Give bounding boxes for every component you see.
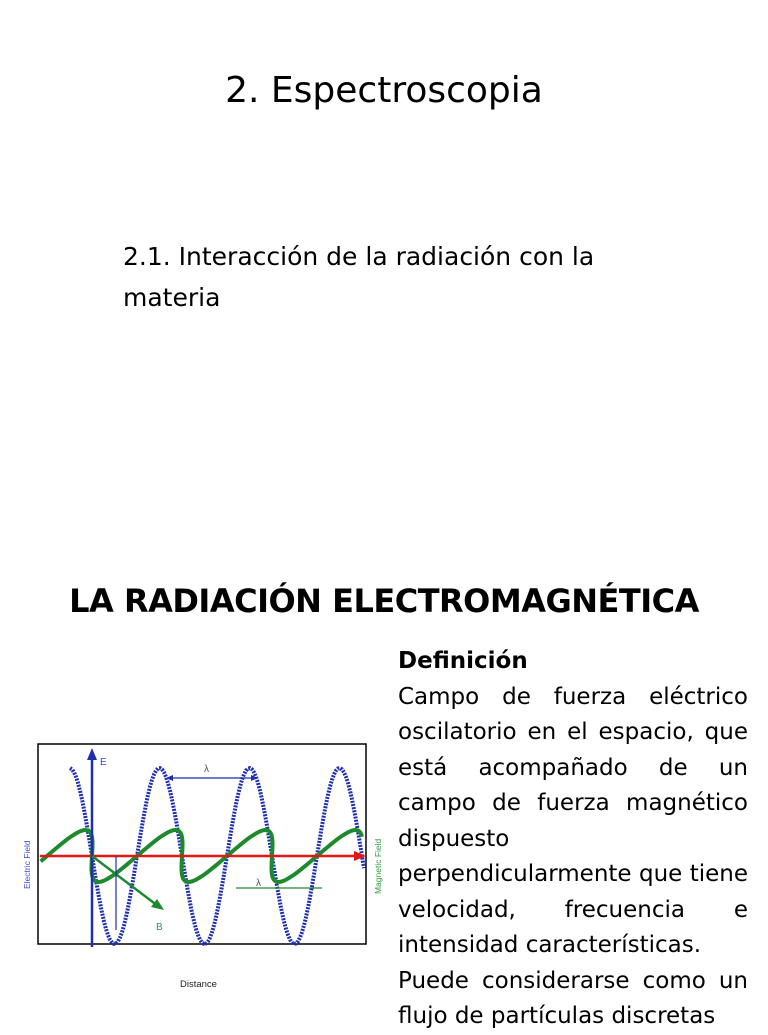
definition-label: Definición [398,648,528,674]
right-axis-label: Magnetic Field [373,838,383,894]
definition-paragraph: Campo de fuerza eléctrico oscilatorio en el espacio, que está acompañado de un campo de fuerza magnético dispuesto perpendicularmente que tiene velocidad, frecuencia e intensidad características. [398,683,748,958]
lambda-top-label: λ [204,764,209,775]
em-wave-diagram [22,732,392,1002]
y-axis-label: Electric Field [22,840,32,889]
b-label: B [156,922,163,933]
slide-title: 2. Espectroscopia [225,70,543,111]
e-label: E [100,757,107,768]
x-axis-label: Distance [180,979,217,990]
particle-paragraph: Puede considerarse como un flujo de partículas discretas [398,967,748,1029]
slide-subtitle: 2.1. Interacción de la radiación con la materia [123,242,595,312]
diagram-frame [38,744,366,944]
slide-2 [0,520,768,1029]
definition-text [398,644,748,1035]
slide-title: LA RADIACIÓN ELECTROMAGNÉTICA [69,582,699,620]
lambda-bottom-label: λ [256,878,261,889]
